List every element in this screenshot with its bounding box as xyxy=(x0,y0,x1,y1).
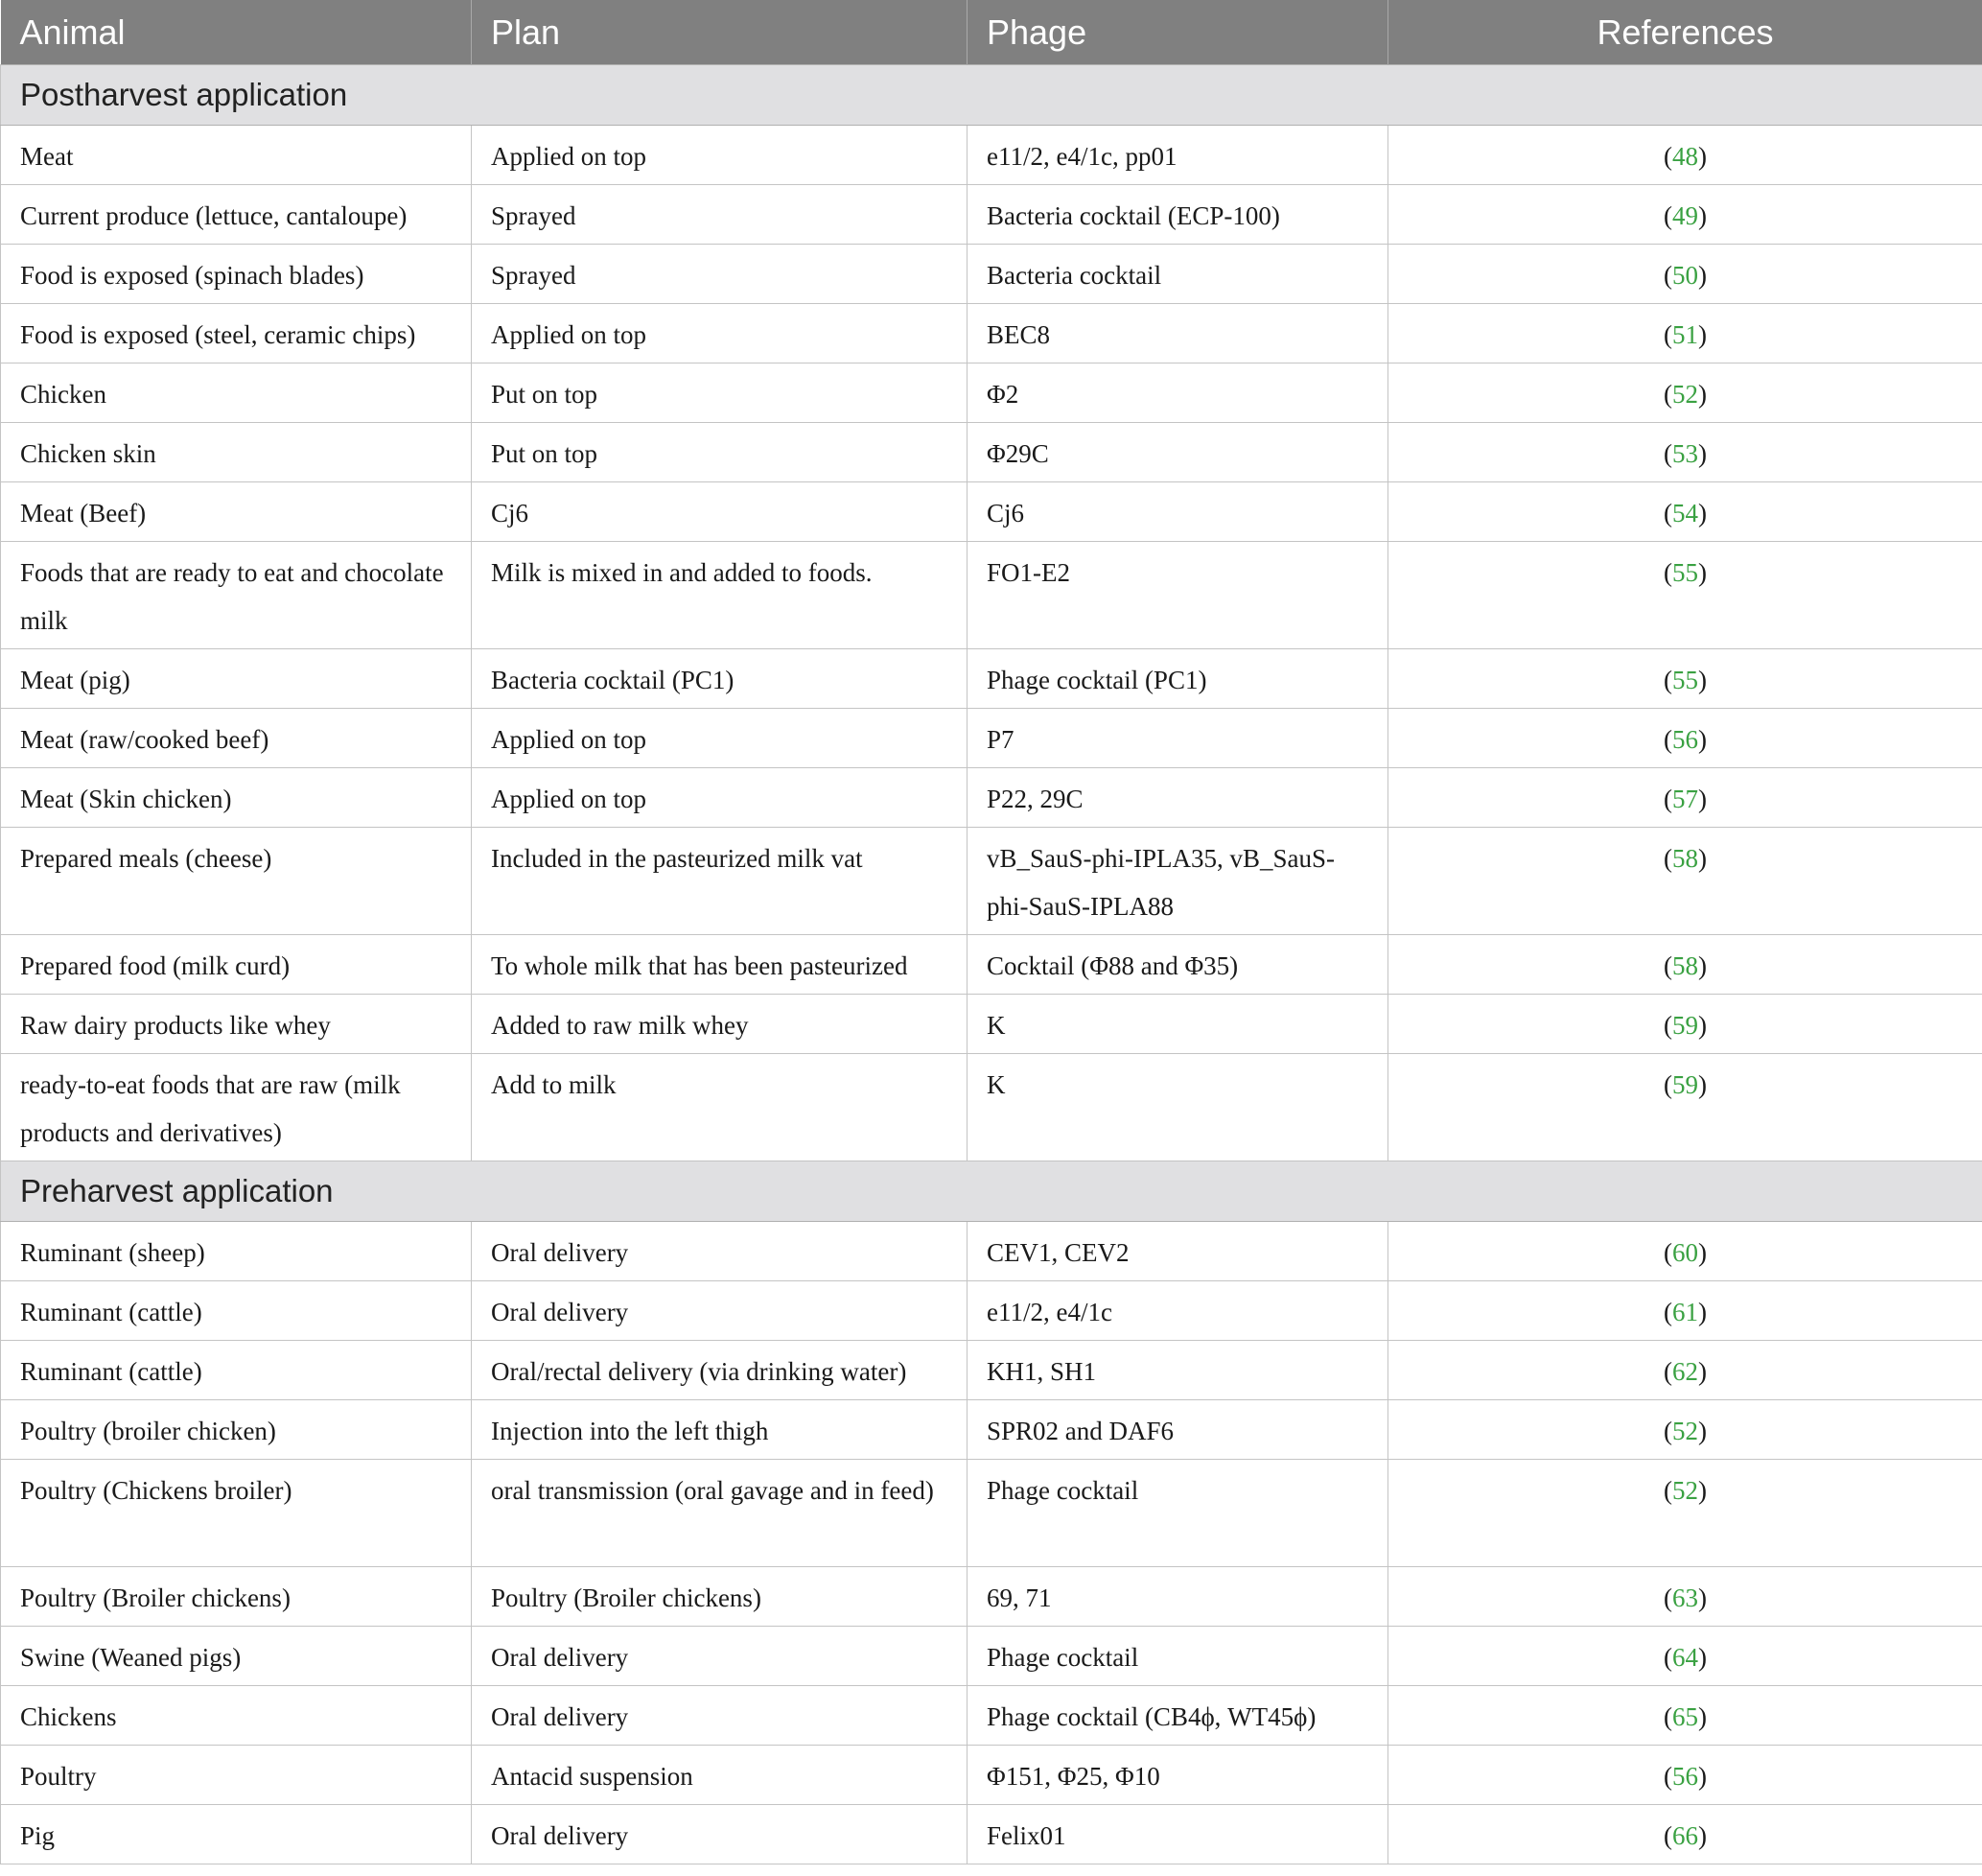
table-row xyxy=(1,768,1982,828)
table-row xyxy=(1,482,1982,542)
phage-cell: SPR02 and DAF6 xyxy=(968,1400,1388,1460)
reference-cell: (50) xyxy=(1388,245,1982,304)
reference-link[interactable]: 66 xyxy=(1672,1821,1698,1850)
reference-link[interactable]: 56 xyxy=(1672,1762,1698,1791)
table-row xyxy=(1,363,1982,423)
plan-cell: Applied on top xyxy=(472,768,968,828)
plan-cell: Oral/rectal delivery (via drinking water) xyxy=(472,1341,968,1400)
animal-cell: Raw dairy products like whey xyxy=(1,995,472,1054)
phage-cell: K xyxy=(968,1054,1388,1161)
column-header-references: References xyxy=(1388,0,1982,65)
phage-cell: BEC8 xyxy=(968,304,1388,363)
animal-cell: Food is exposed (spinach blades) xyxy=(1,245,472,304)
plan-cell: Applied on top xyxy=(472,709,968,768)
phage-cell: Felix01 xyxy=(968,1805,1388,1864)
reference-cell: (59) xyxy=(1388,1054,1982,1161)
phage-cell: CEV1, CEV2 xyxy=(968,1222,1388,1281)
reference-link[interactable]: 52 xyxy=(1672,1476,1698,1505)
table-row xyxy=(1,935,1982,995)
plan-cell: Included in the pasteurized milk vat xyxy=(472,828,968,935)
reference-cell: (56) xyxy=(1388,709,1982,768)
reference-cell: (53) xyxy=(1388,423,1982,482)
table-row xyxy=(1,126,1982,185)
reference-cell: (55) xyxy=(1388,649,1982,709)
animal-cell: Foods that are ready to eat and chocolate milk xyxy=(1,542,472,649)
plan-cell: Added to raw milk whey xyxy=(472,995,968,1054)
plan-cell: Oral delivery xyxy=(472,1686,968,1746)
phage-cell: Bacteria cocktail (ECP-100) xyxy=(968,185,1388,245)
phage-cell: KH1, SH1 xyxy=(968,1341,1388,1400)
reference-cell: (61) xyxy=(1388,1281,1982,1341)
reference-cell: (52) xyxy=(1388,1460,1982,1567)
reference-link[interactable]: 62 xyxy=(1672,1357,1698,1386)
table-row xyxy=(1,1746,1982,1805)
plan-cell: Put on top xyxy=(472,363,968,423)
plan-cell: Oral delivery xyxy=(472,1805,968,1864)
phage-cell: e11/2, e4/1c xyxy=(968,1281,1388,1341)
reference-link[interactable]: 51 xyxy=(1672,320,1698,349)
reference-cell: (56) xyxy=(1388,1746,1982,1805)
reference-link[interactable]: 48 xyxy=(1672,142,1698,171)
table-row xyxy=(1,709,1982,768)
phage-cell: FO1-E2 xyxy=(968,542,1388,649)
phage-cell: Cj6 xyxy=(968,482,1388,542)
reference-link[interactable]: 58 xyxy=(1672,951,1698,980)
reference-cell: (54) xyxy=(1388,482,1982,542)
animal-cell: Ruminant (cattle) xyxy=(1,1341,472,1400)
plan-cell: Cj6 xyxy=(472,482,968,542)
plan-cell: Applied on top xyxy=(472,126,968,185)
table-row xyxy=(1,1567,1982,1627)
reference-link[interactable]: 58 xyxy=(1672,844,1698,873)
table-row xyxy=(1,1222,1982,1281)
animal-cell: Pig xyxy=(1,1805,472,1864)
phage-cell: Phage cocktail xyxy=(968,1627,1388,1686)
animal-cell: Poultry (Chickens broiler) xyxy=(1,1460,472,1567)
reference-link[interactable]: 55 xyxy=(1672,558,1698,587)
table-row xyxy=(1,649,1982,709)
reference-link[interactable]: 60 xyxy=(1672,1238,1698,1267)
section-title-postharvest: Postharvest application xyxy=(1,65,1982,126)
reference-cell: (57) xyxy=(1388,768,1982,828)
column-header-phage: Phage xyxy=(968,0,1388,65)
phage-cell: e11/2, e4/1c, pp01 xyxy=(968,126,1388,185)
table-row xyxy=(1,1400,1982,1460)
phage-cell: Bacteria cocktail xyxy=(968,245,1388,304)
reference-cell: (48) xyxy=(1388,126,1982,185)
animal-cell: Chicken skin xyxy=(1,423,472,482)
animal-cell: Poultry (broiler chicken) xyxy=(1,1400,472,1460)
animal-cell: Meat (pig) xyxy=(1,649,472,709)
table-row xyxy=(1,1627,1982,1686)
reference-link[interactable]: 53 xyxy=(1672,439,1698,468)
reference-link[interactable]: 52 xyxy=(1672,1417,1698,1445)
animal-cell: Meat xyxy=(1,126,472,185)
animal-cell: Meat (Beef) xyxy=(1,482,472,542)
plan-cell: Oral delivery xyxy=(472,1222,968,1281)
phage-cell: vB_SauS-phi-IPLA35, vB_SauS-phi-SauS-IPLA88 xyxy=(968,828,1388,935)
animal-cell: Chicken xyxy=(1,363,472,423)
reference-link[interactable]: 65 xyxy=(1672,1702,1698,1731)
animal-cell: Current produce (lettuce, cantaloupe) xyxy=(1,185,472,245)
reference-link[interactable]: 50 xyxy=(1672,261,1698,290)
reference-link[interactable]: 54 xyxy=(1672,499,1698,528)
reference-cell: (52) xyxy=(1388,1400,1982,1460)
table-row xyxy=(1,542,1982,649)
section-title-preharvest: Preharvest application xyxy=(1,1161,1982,1222)
table-row xyxy=(1,304,1982,363)
reference-link[interactable]: 55 xyxy=(1672,666,1698,694)
plan-cell: Injection into the left thigh xyxy=(472,1400,968,1460)
reference-cell: (66) xyxy=(1388,1805,1982,1864)
reference-link[interactable]: 63 xyxy=(1672,1583,1698,1612)
reference-cell: (51) xyxy=(1388,304,1982,363)
plan-cell: oral transmission (oral gavage and in feed) xyxy=(472,1460,968,1567)
animal-cell: Chickens xyxy=(1,1686,472,1746)
reference-link[interactable]: 49 xyxy=(1672,201,1698,230)
animal-cell: Ruminant (sheep) xyxy=(1,1222,472,1281)
reference-cell: (60) xyxy=(1388,1222,1982,1281)
phage-cell: P7 xyxy=(968,709,1388,768)
table-row xyxy=(1,828,1982,935)
phage-cell: Cocktail (Φ88 and Φ35) xyxy=(968,935,1388,995)
plan-cell: Bacteria cocktail (PC1) xyxy=(472,649,968,709)
reference-link[interactable]: 61 xyxy=(1672,1298,1698,1326)
table-row xyxy=(1,185,1982,245)
section-row-preharvest xyxy=(1,1161,1982,1222)
reference-cell: (63) xyxy=(1388,1567,1982,1627)
table-row xyxy=(1,1341,1982,1400)
phage-cell: 69, 71 xyxy=(968,1567,1388,1627)
reference-cell: (49) xyxy=(1388,185,1982,245)
plan-cell: Poultry (Broiler chickens) xyxy=(472,1567,968,1627)
reference-cell: (59) xyxy=(1388,995,1982,1054)
plan-cell: Add to milk xyxy=(472,1054,968,1161)
reference-cell: (58) xyxy=(1388,935,1982,995)
plan-cell: Antacid suspension xyxy=(472,1746,968,1805)
reference-link[interactable]: 64 xyxy=(1672,1643,1698,1672)
phage-cell: Φ151, Φ25, Φ10 xyxy=(968,1746,1388,1805)
table-row xyxy=(1,1054,1982,1161)
plan-cell: Sprayed xyxy=(472,185,968,245)
reference-cell: (55) xyxy=(1388,542,1982,649)
phage-cell: K xyxy=(968,995,1388,1054)
table-row xyxy=(1,423,1982,482)
table-row xyxy=(1,245,1982,304)
phage-cell: Phage cocktail xyxy=(968,1460,1388,1567)
reference-cell: (65) xyxy=(1388,1686,1982,1746)
reference-link[interactable]: 57 xyxy=(1672,785,1698,813)
plan-cell: Applied on top xyxy=(472,304,968,363)
reference-link[interactable]: 52 xyxy=(1672,380,1698,409)
column-header-plan: Plan xyxy=(472,0,968,65)
animal-cell: Poultry xyxy=(1,1746,472,1805)
reference-cell: (58) xyxy=(1388,828,1982,935)
plan-cell: To whole milk that has been pasteurized xyxy=(472,935,968,995)
reference-link[interactable]: 56 xyxy=(1672,725,1698,754)
reference-cell: (52) xyxy=(1388,363,1982,423)
phage-cell: P22, 29C xyxy=(968,768,1388,828)
table-row xyxy=(1,995,1982,1054)
table-row xyxy=(1,1281,1982,1341)
plan-cell: Oral delivery xyxy=(472,1281,968,1341)
table-row xyxy=(1,1460,1982,1567)
plan-cell: Oral delivery xyxy=(472,1627,968,1686)
reference-cell: (64) xyxy=(1388,1627,1982,1686)
header-row xyxy=(1,0,1982,65)
animal-cell: Ruminant (cattle) xyxy=(1,1281,472,1341)
phage-cell: Phage cocktail (PC1) xyxy=(968,649,1388,709)
column-header-animal: Animal xyxy=(1,0,472,65)
animal-cell: ready-to-eat foods that are raw (milk products and derivatives) xyxy=(1,1054,472,1161)
animal-cell: Meat (raw/cooked beef) xyxy=(1,709,472,768)
animal-cell: Swine (Weaned pigs) xyxy=(1,1627,472,1686)
animal-cell: Prepared meals (cheese) xyxy=(1,828,472,935)
animal-cell: Poultry (Broiler chickens) xyxy=(1,1567,472,1627)
animal-cell: Food is exposed (steel, ceramic chips) xyxy=(1,304,472,363)
plan-cell: Milk is mixed in and added to foods. xyxy=(472,542,968,649)
phage-cell: Φ29C xyxy=(968,423,1388,482)
plan-cell: Put on top xyxy=(472,423,968,482)
reference-link[interactable]: 59 xyxy=(1672,1011,1698,1040)
table-row xyxy=(1,1686,1982,1746)
section-row-postharvest xyxy=(1,65,1982,126)
reference-link[interactable]: 59 xyxy=(1672,1070,1698,1099)
table-row xyxy=(1,1805,1982,1864)
reference-cell: (62) xyxy=(1388,1341,1982,1400)
plan-cell: Sprayed xyxy=(472,245,968,304)
phage-cell: Φ2 xyxy=(968,363,1388,423)
phage-cell: Phage cocktail (CB4ϕ, WT45ϕ) xyxy=(968,1686,1388,1746)
animal-cell: Prepared food (milk curd) xyxy=(1,935,472,995)
animal-cell: Meat (Skin chicken) xyxy=(1,768,472,828)
